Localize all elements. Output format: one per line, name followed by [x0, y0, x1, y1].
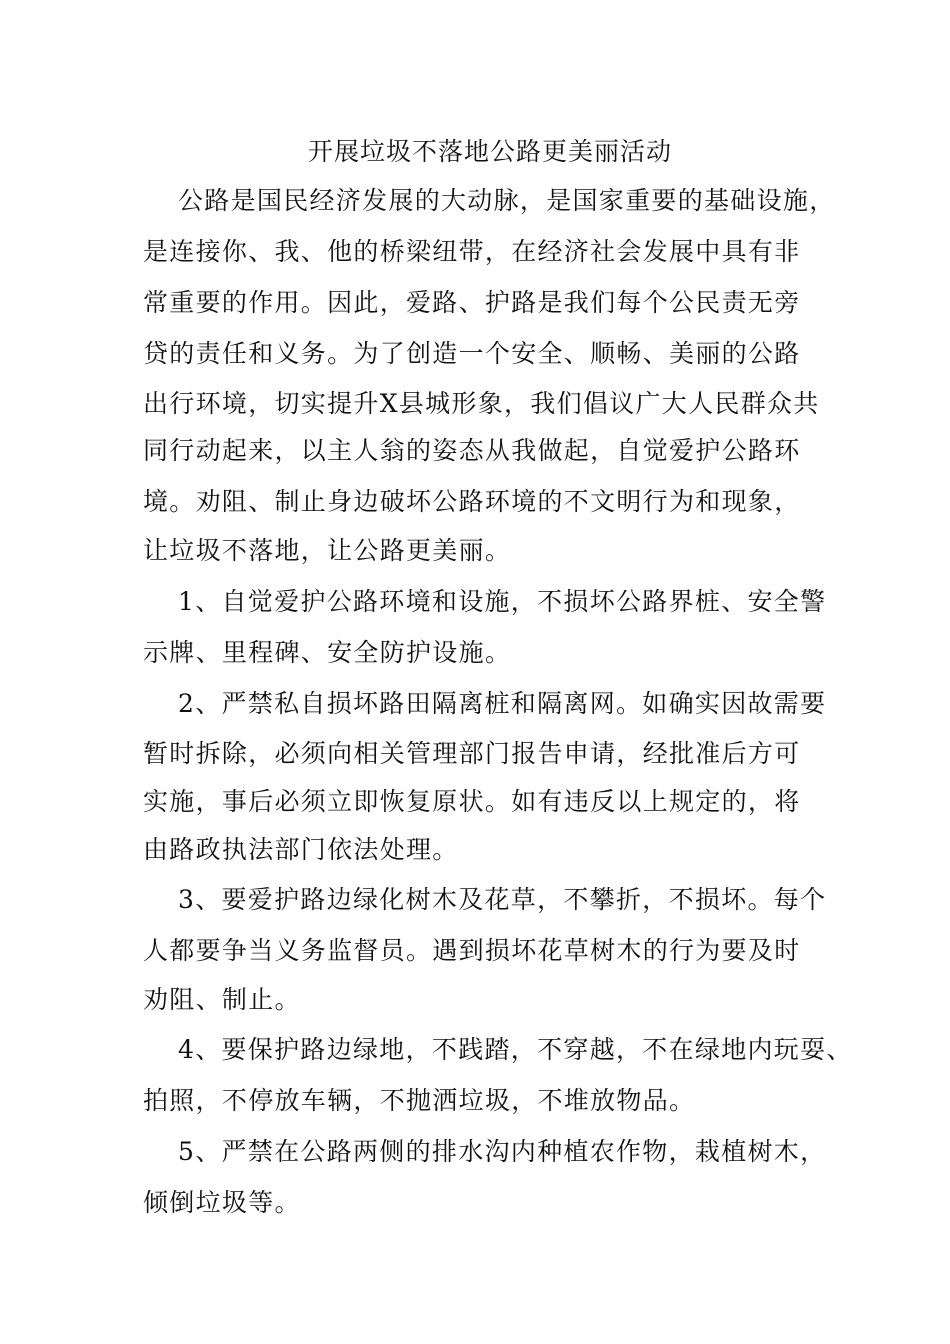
list-item-line: 1、自觉爱护公路环境和设施，不损坏公路界桩、安全警 — [178, 587, 827, 616]
list-item-line: 4、要保护路边绿地，不践踏，不穿越，不在绿地内玩耍、 — [178, 1035, 853, 1064]
list-item-line: 实施，事后必须立即恢复原状。如有违反以上规定的，将 — [143, 787, 801, 816]
list-item-line: 2、严禁私自损坏路田隔离桩和隔离网。如确实因故需要 — [178, 689, 827, 718]
list-item-line: 倾倒垃圾等。 — [143, 1188, 301, 1217]
document-title: 开展垃圾不落地公路更美丽活动 — [307, 137, 672, 166]
list-item-line: 示牌、里程碑、安全防护设施。 — [143, 638, 512, 667]
paragraph-line: 出行环境，切实提升X县城形象，我们倡议广大人民群众共 — [143, 389, 820, 418]
paragraph-line: 贷的责任和义务。为了创造一个安全、顺畅、美丽的公路 — [143, 339, 801, 368]
list-item-line: 由路政执法部门依法处理。 — [143, 835, 459, 864]
list-item-line: 人都要争当义务监督员。遇到损坏花草树木的行为要及时 — [143, 936, 801, 965]
list-item-line: 拍照，不停放车辆，不抛洒垃圾，不堆放物品。 — [143, 1086, 696, 1115]
list-item-line: 5、严禁在公路两侧的排水沟内种植农作物，栽植树木， — [178, 1137, 827, 1166]
list-item-line: 劝阻、制止。 — [143, 985, 301, 1014]
paragraph-line: 境。劝阻、制止身边破坏公路环境的不文明行为和现象， — [143, 487, 801, 516]
list-item-line: 暂时拆除，必须向相关管理部门报告申请，经批准后方可 — [143, 739, 801, 768]
paragraph-line: 同行动起来，以主人翁的姿态从我做起，自觉爱护公路环 — [143, 436, 801, 465]
paragraph-line: 公路是国民经济发展的大动脉，是国家重要的基础设施， — [178, 186, 836, 215]
paragraph-line: 让垃圾不落地，让公路更美丽。 — [143, 536, 512, 565]
paragraph-line: 常重要的作用。因此，爱路、护路是我们每个公民责无旁 — [143, 288, 801, 317]
paragraph-line: 是连接你、我、他的桥梁纽带，在经济社会发展中具有非 — [143, 237, 801, 266]
list-item-line: 3、要爱护路边绿化树木及花草，不攀折，不损坏。每个 — [178, 885, 827, 914]
